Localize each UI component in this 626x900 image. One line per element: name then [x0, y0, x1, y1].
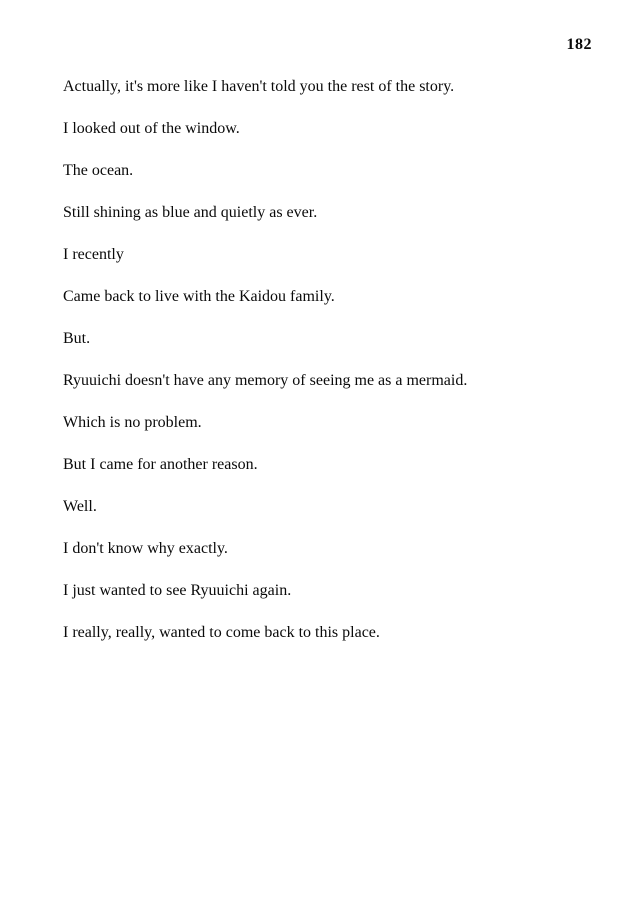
paragraph-line: I don't know why exactly.: [63, 540, 228, 557]
paragraph-line: Still shining as blue and quietly as ever.: [63, 204, 318, 221]
paragraph-line: I recently: [63, 246, 124, 263]
paragraph-line: Actually, it's more like I haven't told you the rest of the story.: [63, 78, 455, 95]
paragraph-line: I really, really, wanted to come back to this place.: [63, 624, 380, 641]
paragraph-line: Which is no problem.: [63, 414, 202, 431]
paragraph-line: The ocean.: [63, 162, 134, 179]
story-text-block: [63, 79, 606, 667]
paragraph-line: Well.: [63, 498, 97, 515]
paragraph-line: Came back to live with the Kaidou family.: [63, 288, 335, 305]
paragraph-line: But I came for another reason.: [63, 456, 258, 473]
page-number: 182: [566, 36, 592, 53]
paragraph-line: But.: [63, 330, 91, 347]
paragraph-line: I just wanted to see Ryuuichi again.: [63, 582, 292, 599]
paragraph-line: I looked out of the window.: [63, 120, 240, 137]
paragraph-line: Ryuuichi doesn't have any memory of seeing me as a mermaid.: [63, 372, 468, 389]
